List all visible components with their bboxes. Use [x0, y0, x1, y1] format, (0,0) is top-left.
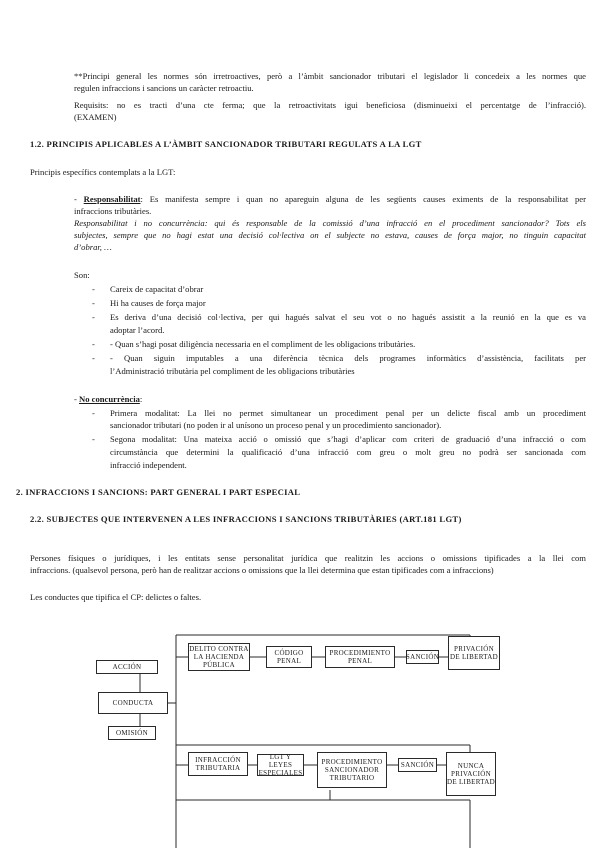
diagram-box-delito [188, 643, 250, 671]
responsabilitat-line-1-rest: : Es manifesta sempre i quan no apareguin alguna de les següents causes eximents de la responsabilitat per [140, 194, 586, 204]
infraccion-label-1: INFRACCIÓN [195, 756, 241, 764]
diagram-box-nunca-privacion [446, 752, 496, 796]
intro-line-2: regulen infraccions i sancions un caràcter retroactiu. [74, 83, 254, 93]
section-2-2-para-2: Les conductes que tipifica el CP: delictes o faltes. [30, 592, 202, 602]
bullet-dash-icon: - [92, 339, 95, 349]
diagram-box-sancion-1 [406, 650, 439, 664]
section-1-2-heading: 1.2. PRINCIPIS APLICABLES A L’ÀMBIT SANCIONADOR TRIBUTARI REGULATS A LA LGT [30, 139, 422, 149]
no-concurrencia-colon: : [139, 394, 143, 404]
diagram-box-accion [96, 660, 158, 674]
section-1-2-intro: Principis específics contemplats a la LGT: [30, 167, 176, 177]
delito-label-2: LA HACIENDA [193, 653, 245, 661]
proc-sanc-label-1: PROCEDIMIENTO [321, 758, 383, 766]
son-label: Son: [74, 270, 90, 280]
proc-penal-label-2: PENAL [347, 657, 373, 665]
section-2-heading: 2. INFRACCIONS I SANCIONS: PART GENERAL I PART ESPECIAL [16, 487, 301, 497]
no-concurrencia-item-continued: infracció independent. [110, 460, 187, 470]
diagram-box-procedimiento-sancionador [317, 752, 387, 788]
section-2-2-para-1-continued: infraccions. (qualsevol persona, però han de realitzar accions o omissions que la llei determina que estan tipificades com a infraccions) [30, 565, 494, 575]
bullet-dash-icon: - [92, 434, 95, 444]
proc-sanc-label-3: TRIBUTARIO [329, 774, 375, 782]
delito-label-1: DELITO CONTRA [189, 645, 249, 653]
codigo-label-1: CÓDIGO [274, 649, 304, 657]
infraccion-label-2: TRIBUTARIA [195, 764, 241, 772]
responsabilitat-italic-3: d’obrar, … [74, 242, 112, 252]
intro-line-1: **Principi general les normes són irretroactives, però a l’àmbit sancionador tributari el legislador li concedeix a les normes que [74, 71, 586, 81]
privacion-label-2: DE LIBERTAD [449, 653, 498, 661]
no-concurrencia-dash: - [74, 394, 80, 404]
cause-item: Careix de capacitat d’obrar [110, 284, 204, 294]
cause-item: - Quan siguin imputables a una diferència tècnica dels programes informàtics d’assistència, facilitats per [110, 353, 586, 363]
responsabilitat-dash: - [74, 194, 84, 204]
bullet-dash-icon: - [92, 312, 95, 322]
diagram-box-infraccion [188, 752, 248, 776]
cause-item: - Quan s’hagi posat diligència necessaria en el compliment de les obligacions tributàries. [110, 339, 416, 349]
responsabilitat-italic-2: subjectes, sempre que no hagi estat una decisió col·lectiva on el subjecte no estava, causes de força major, no tinguin capacitat [74, 230, 586, 240]
diagram-box-lgt [257, 754, 304, 776]
cause-item: Es deriva d’una decisió col·lectiva, per qui hagués salvat el seu vot o no hagués assistit a la reunió en la que es va [110, 312, 586, 322]
responsabilitat-line-2: infraccions tributàries. [74, 206, 152, 216]
proc-sanc-label-2: SANCIONADOR [324, 766, 380, 774]
nunca-label-2: PRIVACIÓN [451, 770, 491, 778]
no-concurrencia-item-continued: sancionador tributari (no poden ir al unísono un proceso penal y un procedimiento sancionador). [110, 420, 442, 430]
diagram-box-sancion-2 [398, 758, 437, 772]
diagram-box-conducta [98, 692, 168, 714]
lgt-label-2: ESPECIALES [258, 769, 303, 777]
proc-penal-label-1: PROCEDIMIENTO [329, 649, 391, 657]
conducta-label: CONDUCTA [112, 699, 154, 707]
nunca-label-1: NUNCA [457, 762, 485, 770]
lgt-label-1: LGT Y LEYES [268, 753, 293, 769]
cause-item-continued: adoptar l’acord. [110, 325, 165, 335]
cause-item: Hi ha causes de força major [110, 298, 206, 308]
section-2-2-para-1: Persones físiques o jurídiques, i les entitats sense personalitat jurídica que realitzin les accions o omissions tipificades a la llei com [30, 553, 586, 563]
bullet-dash-icon: - [92, 353, 95, 363]
diagram-box-codigo-penal [266, 646, 312, 668]
no-concurrencia-label: No concurrència [79, 394, 140, 404]
cause-item-continued: l’Administració tributària pel compliment de les obligacions tributàries [110, 366, 355, 376]
sancion-1-label: SANCIÓN [405, 653, 440, 661]
delito-label-3: PÚBLICA [202, 661, 236, 669]
section-2-2-heading: 2.2. SUBJECTES QUE INTERVENEN A LES INFRACCIONS I SANCIONS TRIBUTÀRIES (ART.181 LGT) [30, 514, 462, 524]
intro-line-4: (EXAMEN) [74, 112, 117, 122]
omision-label: OMISIÓN [115, 729, 149, 737]
codigo-label-2: PENAL [276, 657, 302, 665]
bullet-dash-icon: - [92, 408, 95, 418]
privacion-label-1: PRIVACIÓN [454, 645, 494, 653]
diagram-box-procedimiento-penal [325, 646, 395, 668]
no-concurrencia-item-continued: circumstància que determini la qualificació d’una infracció com greu o molt greu no podrà ser sancionada com [110, 447, 586, 457]
bullet-dash-icon: - [92, 284, 95, 294]
accion-label: ACCIÓN [112, 663, 142, 671]
responsabilitat-label: Responsabilitat [83, 194, 141, 204]
nunca-label-3: DE LIBERTAD [447, 778, 496, 786]
intro-line-3: Requisits: no es tracti d’una cte ferma; que la retroactivitats igui beneficiosa (disminueixi el percentatge de l’infracció). [74, 100, 586, 110]
diagram-box-privacion [448, 636, 500, 670]
sancion-2-label: SANCIÓN [400, 761, 435, 769]
diagram-box-omision [108, 726, 156, 740]
responsabilitat-italic-1: Responsabilitat i no concurrència: qui és responsable de la comissió d’una infracció en el procediment sancionador? Tots els [74, 218, 586, 228]
no-concurrencia-item: Segona modalitat: Una mateixa acció o omissió que s’hagi d’aplicar com criteri de graduació d’una infracció o com [110, 434, 586, 444]
no-concurrencia-item: Primera modalitat: La llei no permet simultanear un procediment penal per un delicte fiscal amb un procediment [110, 408, 586, 418]
bullet-dash-icon: - [92, 298, 95, 308]
